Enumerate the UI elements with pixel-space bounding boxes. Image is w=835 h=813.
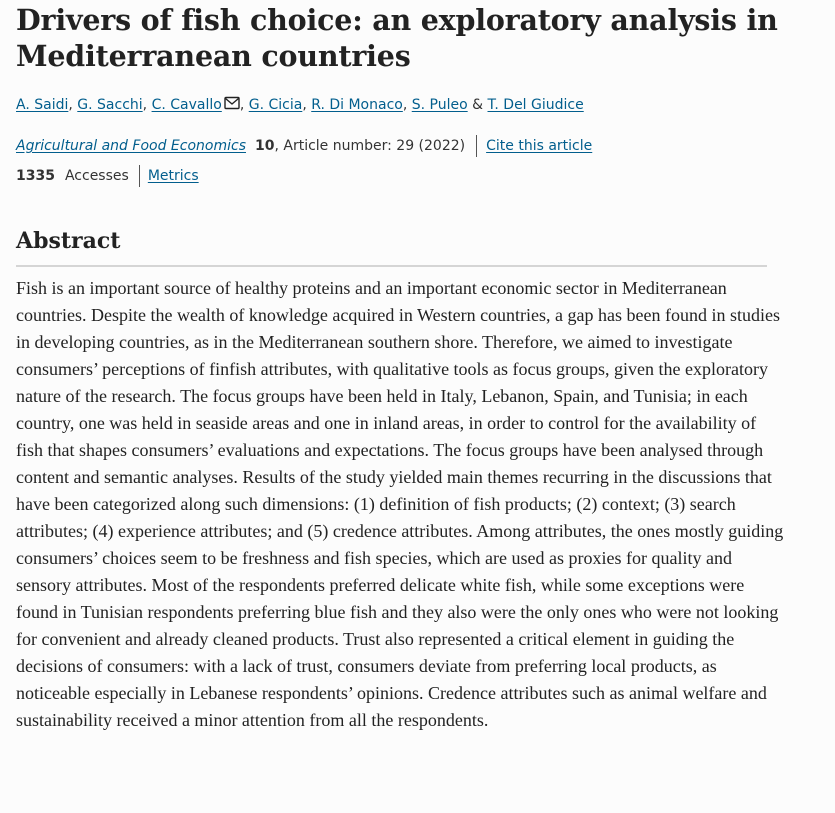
article-number: , Article number: 29 (2022) xyxy=(274,138,466,154)
author-link[interactable]: S. Puleo xyxy=(411,97,468,113)
author-separator: , xyxy=(239,97,249,113)
divider xyxy=(476,135,477,157)
metrics-link[interactable]: Metrics xyxy=(147,168,199,184)
author-separator: , xyxy=(68,97,78,113)
abstract-text: Fish is an important source of healthy proteins and an important economic sector in Mediterranean countries. Despite the wealth of knowledge acquired in Western countries, a gap has been found in studies in developing countries, as in the Mediterranean southern shore. Therefore, we aimed to investigate consumers’ perceptions of finfish attributes, with qualitative tools as focus groups, given the exploratory nature of the research. The focus groups have been held in Italy, Lebanon, Spain, and Tunisia; in each country, one was held in seaside areas and one in inland areas, in order to control for the availability of fish that shapes consumers’ evaluations and expectations. The focus groups have been analysed through content and semantic analyses. Results of the study yielded main themes recurring in the discussions that have been categorized along such dimensions: (1) definition of fish products; (2) context; (3) search attributes; (4) experience attributes; and (5) credence attributes. Among attributes, the ones mostly guiding consumers’ choices seem to be freshness and fish species, which are used as proxies for quality and sensory attributes. Most of the respondents preferred delicate white fish, while some exceptions were found in Tunisian respondents preferring blue fish and they also were the only ones who were not looking for convenient and already cleaned products. Trust also represented a critical element in guiding the decisions of consumers: with a lack of trust, consumers deviate from preferring local products, as noticeable especially in Lebanese respondents’ opinions. Credence attributes such as animal welfare and sustainability received a minor attention from all the respondents. xyxy=(16,278,784,730)
volume-number: 10 xyxy=(254,138,275,154)
author-separator: , xyxy=(142,97,152,113)
author-list xyxy=(16,94,816,116)
accesses-label: Accesses xyxy=(64,168,129,184)
section-divider xyxy=(16,265,767,267)
mail-icon[interactable] xyxy=(224,95,240,109)
article-title: Drivers of fish choice: an exploratory analysis in Mediterranean countries xyxy=(16,3,778,73)
author-separator: , xyxy=(302,97,312,113)
author-link-corresponding[interactable]: C. Cavallo xyxy=(151,97,222,113)
divider xyxy=(139,165,140,187)
publication-info xyxy=(16,135,592,157)
author-link[interactable]: G. Sacchi xyxy=(77,97,143,113)
author-link[interactable]: A. Saidi xyxy=(16,97,69,113)
author-link[interactable]: G. Cicia xyxy=(248,97,303,113)
author-separator: , xyxy=(402,97,412,113)
cite-article-link[interactable]: Cite this article xyxy=(486,138,593,154)
journal-link[interactable]: Agricultural and Food Economics xyxy=(16,138,246,154)
accesses-count: 1335 xyxy=(16,168,55,184)
abstract-heading: Abstract xyxy=(16,228,121,254)
author-link[interactable]: T. Del Giudice xyxy=(487,97,584,113)
author-link[interactable]: R. Di Monaco xyxy=(311,97,403,113)
article-metrics xyxy=(16,165,199,187)
author-separator: & xyxy=(467,97,488,113)
